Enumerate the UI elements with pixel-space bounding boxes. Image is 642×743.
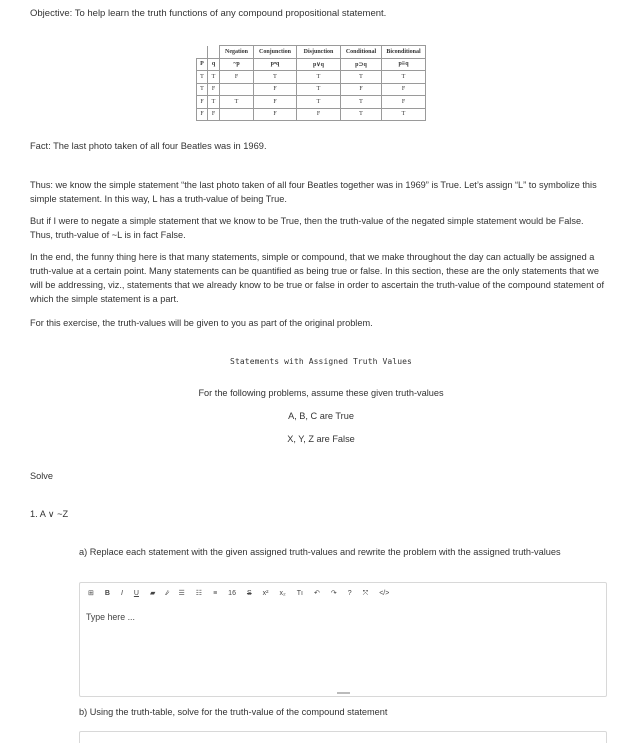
solve-label: Solve — [30, 471, 53, 481]
editor-placeholder[interactable]: Type here ... — [86, 612, 135, 622]
th-conj-symbol: p•q — [254, 58, 297, 71]
th-q: q — [208, 58, 220, 71]
th-negation: Negation — [220, 46, 254, 59]
section-title: Statements with Assigned Truth Values — [230, 357, 412, 366]
numbered-list-icon[interactable]: ☷ — [195, 590, 203, 597]
th-bicond-symbol: p≡q — [382, 58, 426, 71]
th-disjunction: Disjunction — [297, 46, 341, 59]
th-biconditional: Biconditional — [382, 46, 426, 59]
th-cond-symbol: p⊃q — [341, 58, 382, 71]
part-b-prompt: b) Using the truth-table, solve for the truth-value of the compound statement — [79, 707, 388, 717]
table-row: F F F F T T — [197, 108, 426, 121]
resize-handle[interactable] — [337, 692, 350, 694]
objective: Objective: To help learn the truth functions of any compound propositional statement. — [30, 8, 387, 19]
font-size-select[interactable]: 16 — [228, 590, 236, 597]
th-p: P — [197, 58, 208, 71]
editor-toolbar — [80, 583, 606, 605]
fullscreen-icon[interactable]: ⤧ — [362, 590, 369, 597]
assume-text: For the following problems, assume these given truth-values — [198, 388, 444, 398]
paragraph-funny: In the end, the funny thing here is that many statements, simple or compound, that we make throughout the day can actually be assigned a truth-value at a certain point. Many statements can be quantified as being true or false. In this section, these are the only statements that we will be addressing, viz., statements that we already know to be true or false in order to ascertain the truth-value of the compound statement of which the simple statement is a part. — [30, 252, 605, 304]
italic-button[interactable]: I — [120, 590, 123, 597]
table-row: F T T F T T F — [197, 96, 426, 109]
help-icon[interactable]: ? — [347, 590, 352, 597]
fact: Fact: The last photo taken of all four Beatles was in 1969. — [30, 141, 267, 151]
redo-icon[interactable]: ↷ — [330, 590, 337, 597]
table-icon[interactable]: ⊞ — [88, 590, 94, 597]
bullet-list-icon[interactable]: ☰ — [178, 590, 185, 597]
answer-editor-b[interactable] — [79, 731, 607, 743]
false-vars: X, Y, Z are False — [287, 434, 355, 444]
bold-button[interactable]: B — [104, 590, 110, 597]
text-format-icon[interactable]: Tı — [296, 590, 303, 597]
highlight-icon[interactable]: ▰ — [149, 590, 156, 597]
th-conditional: Conditional — [341, 46, 382, 59]
paragraph-thus: Thus: we know the simple statement “the last photo taken of all four Beatles together was in 1969” is True. Let’s assign “L” to symbolize this simple statement. In this way, L has a truth-value of being True. — [30, 180, 597, 204]
undo-icon[interactable]: ↶ — [313, 590, 320, 597]
part-a-prompt: a) Replace each statement with the given assigned truth-values and rewrite the problem with the assigned truth-values — [79, 547, 561, 557]
th-conjunction: Conjunction — [254, 46, 297, 59]
paragraph-negate: But if I were to negate a simple statement that we know to be True, then the truth-value of the negated simple statement would be False. Thus, truth-value of ~L is in fact False. — [30, 216, 584, 240]
superscript-button[interactable]: x² — [262, 590, 269, 597]
th-neg-symbol: ~p — [220, 58, 254, 71]
strikethrough-button[interactable]: S — [246, 590, 252, 597]
true-vars: A, B, C are True — [288, 411, 354, 421]
problem-label: 1. A ∨ ~Z — [30, 509, 69, 519]
align-icon[interactable]: ≡ — [213, 590, 218, 597]
subscript-button[interactable]: x₂ — [279, 590, 286, 597]
table-row: T T F T T T T — [197, 71, 426, 84]
underline-button[interactable]: U — [133, 590, 139, 597]
truth-table — [196, 45, 426, 121]
answer-editor-a[interactable] — [79, 582, 607, 697]
table-row: T F F T F F — [197, 83, 426, 96]
paragraph-exercise: For this exercise, the truth-values will be given to you as part of the original problem. — [30, 318, 373, 328]
th-disj-symbol: p∨q — [297, 58, 341, 71]
clear-format-icon[interactable]: ⁄̷ — [166, 590, 168, 597]
source-code-icon[interactable]: </> — [379, 590, 390, 597]
